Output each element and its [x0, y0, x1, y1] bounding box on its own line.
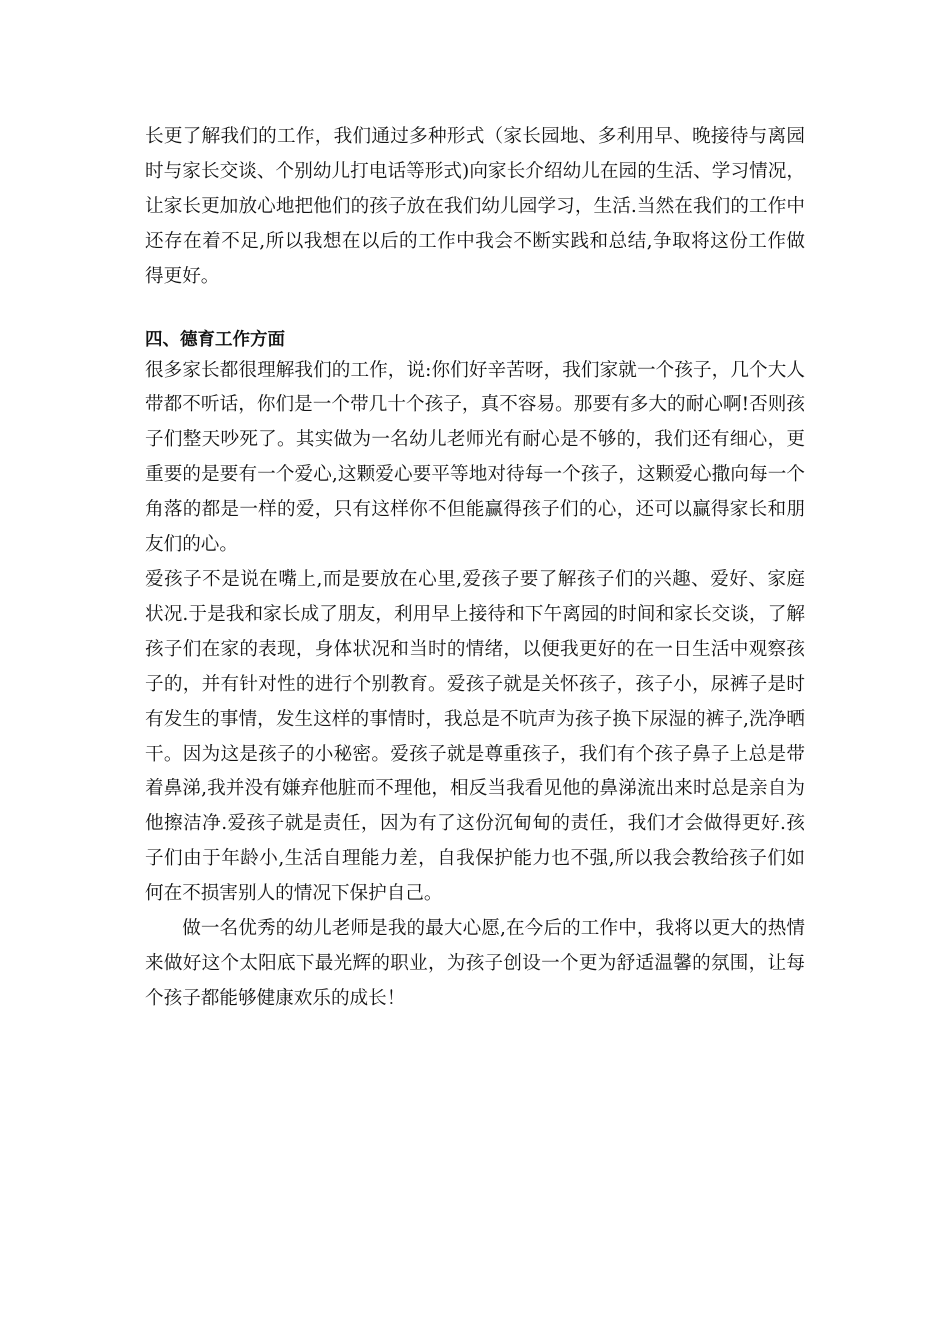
body-paragraph-1: 很多家长都很理解我们的工作，说:你们好辛苦呀，我们家就一个孩子，几个大人带都不听话，你们是一个带几十个孩子，真不容易。那要有多大的耐心啊!否则孩子们整天吵死了。其实做为一名幼儿老师光有耐心是不够的，我们还有细心，更重要的是要有一个爱心,这颗爱心要平等地对待每一个孩子，这颗爱心撒向每一个角落的都是一样的爱，只有这样你不但能赢得孩子们的心，还可以赢得家长和朋友们的心。 — [145, 359, 805, 556]
section-spacer — [145, 295, 805, 326]
intro-paragraph: 长更了解我们的工作，我们通过多种形式（家长园地、多利用早、晚接待与离园时与家长交谈、个别幼儿打电话等形式)向家长介绍幼儿在园的生活、学习情况，让家长更加放心地把他们的孩子放在我们幼儿园学习，生活.当然在我们的工作中还存在着不足,所以我想在以后的工作中我会不断实践和总结,争取将这份工作做得更好。 — [145, 126, 805, 287]
document-body — [145, 120, 805, 1017]
body-paragraph-3: 做一名优秀的幼儿老师是我的最大心愿,在今后的工作中，我将以更大的热情来做好这个太阳底下最光辉的职业，为孩子创设一个更为舒适温馨的氛围，让每个孩子都能够健康欢乐的成长！ — [145, 918, 805, 1009]
body-paragraph-2: 爱孩子不是说在嘴上,而是要放在心里,爱孩子要了解孩子们的兴趣、爱好、家庭状况.于是我和家长成了朋友，利用早上接待和下午离园的时间和家长交谈，了解孩子们在家的表现，身体状况和当时的情绪，以便我更好的在一日生活中观察孩子的，并有针对性的进行个别教育。爱孩子就是关怀孩子，孩子小，尿裤子是时有发生的事情，发生这样的事情时，我总是不吭声为孩子换下尿湿的裤子,洗净晒干。因为这是孩子的小秘密。爱孩子就是尊重孩子，我们有个孩子鼻子上总是带着鼻涕,我并没有嫌弃他脏而不理他，相反当我看见他的鼻涕流出来时总是亲自为他擦洁净.爱孩子就是责任，因为有了这份沉甸甸的责任，我们才会做得更好.孩子们由于年龄小,生活自理能力差，自我保护能力也不强,所以我会教给孩子们如何在不损害别人的情况下保护自己。 — [145, 568, 805, 905]
section-heading: 四、德育工作方面 — [145, 329, 285, 350]
